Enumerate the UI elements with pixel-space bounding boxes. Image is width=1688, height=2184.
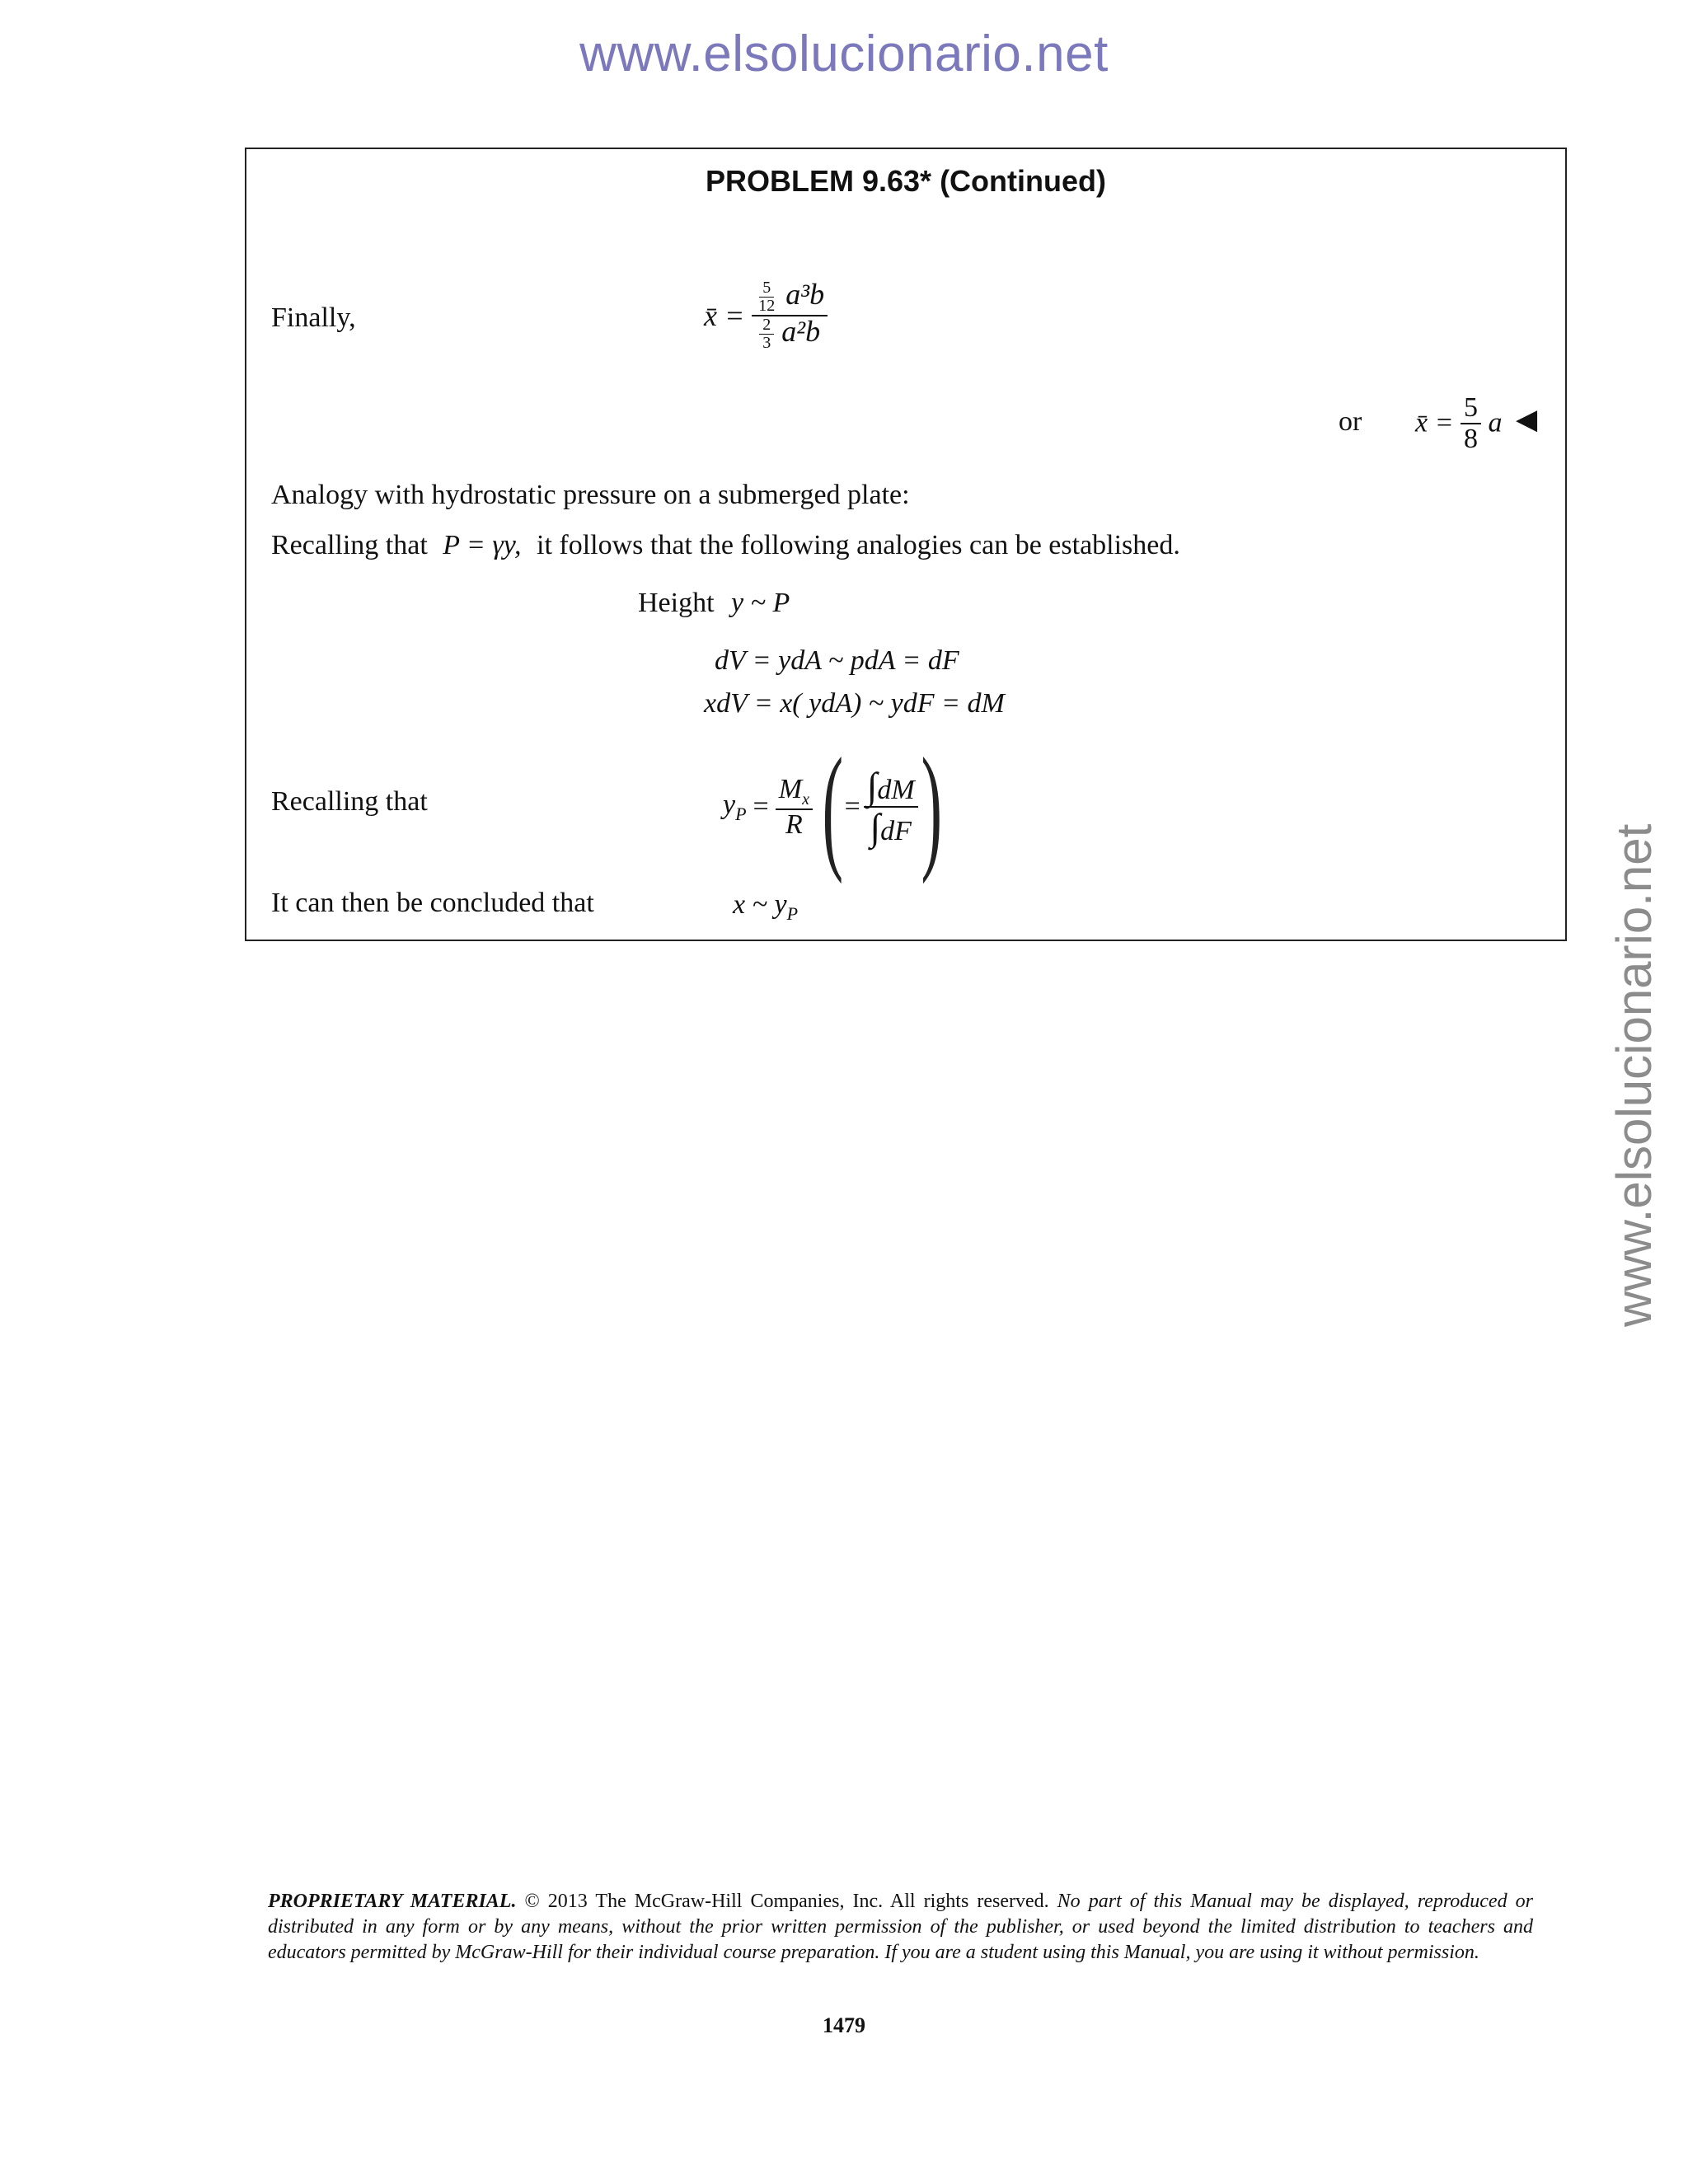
problem-panel <box>245 148 1567 941</box>
watermark-top[interactable]: www.elsolucionario.net <box>579 26 1109 82</box>
finally-label: Finally, <box>271 302 356 333</box>
xbar-lhs: x̄ = <box>704 299 745 333</box>
xbar-denominator: $\frac{2}{3}$ a²b <box>756 316 823 352</box>
xbar-fraction <box>752 279 828 352</box>
footer-bold-label: PROPRIETARY MATERIAL. <box>268 1891 517 1912</box>
problem-title: PROBLEM 9.63* (Continued) <box>705 164 1107 198</box>
conclusion-expr: x ~ $y_P$ <box>733 889 799 924</box>
page-number: 1479 <box>823 2013 865 2037</box>
result-equation: x̄ = $\frac{5}{8}$ a <box>1415 392 1503 454</box>
dv-equation: dV = ydA ~ pdA = dF <box>715 645 959 676</box>
or-label: or <box>1339 406 1362 437</box>
yp-equation: $y_P$ = $\frac{M_x}{R}$ ( = $\frac{\int dM}{\int dF}$ ) <box>723 729 942 884</box>
footer-notice <box>268 1889 1533 1966</box>
result-marker-icon: ◀ <box>1516 405 1538 435</box>
watermark-side: www.elsolucionario.net <box>1606 823 1662 1327</box>
recalling-line: Recalling that P = γy, it follows that the following analogies can be established. <box>271 530 1180 560</box>
height-line: Height y ~ P <box>638 588 790 618</box>
xdv-equation: xdV = x( ydA) ~ ydF = dM <box>704 688 1005 719</box>
xbar-numerator: $\frac{5}{12}$ a³b <box>752 279 828 316</box>
analogy-heading: Analogy with hydrostatic pressure on a submerged plate: <box>271 480 910 510</box>
xbar-equation <box>704 279 828 352</box>
footer-copyright: © 2013 The McGraw-Hill Companies, Inc. All rights reserved. <box>516 1891 1057 1912</box>
conclusion-label: It can then be concluded that <box>271 888 594 918</box>
footer-italic-text: No part of this Manual may be displayed, reproduced or distributed in any form or by any means, without the prior written permission of the publisher, or used beyond the limited distribution to teachers and educators permitted by McGraw-Hill for their individual course preparation. If you are a student using this Manual, you are using it without permission. <box>268 1891 1533 1963</box>
recalling-that-label: Recalling that <box>271 786 428 817</box>
